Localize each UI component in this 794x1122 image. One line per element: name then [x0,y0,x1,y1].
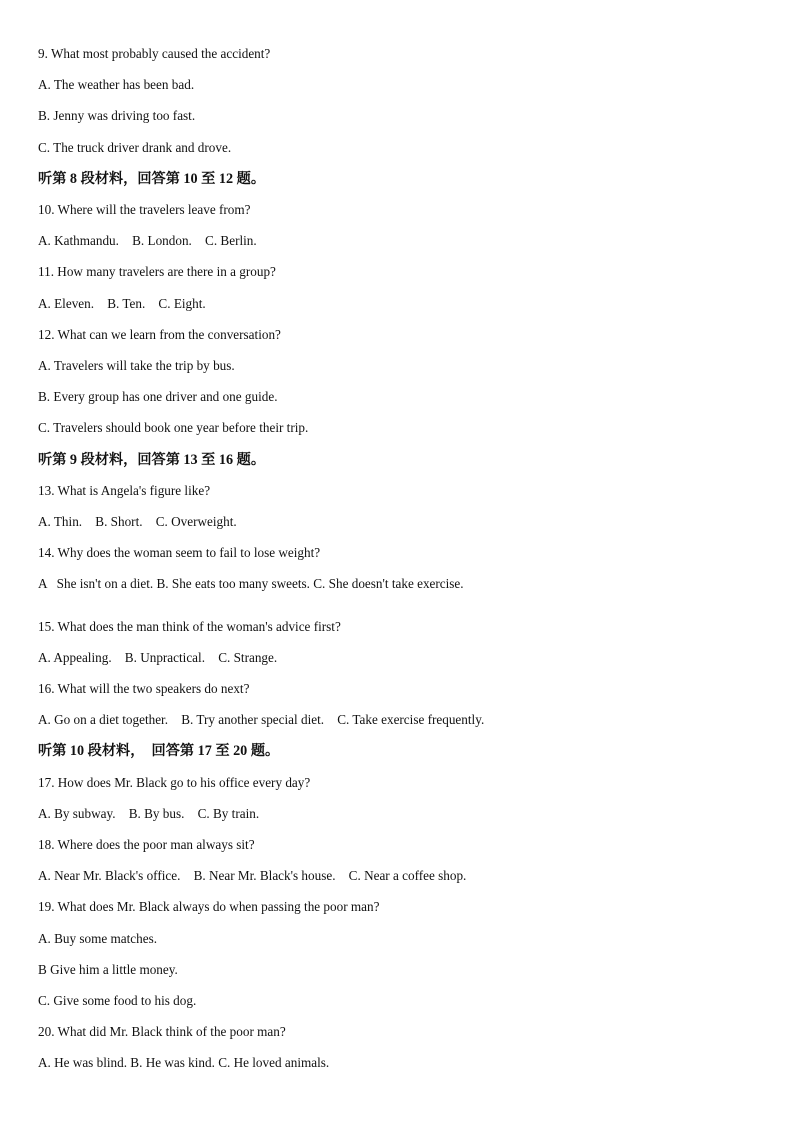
answer-options: A. By subway. B. By bus. C. By train. [38,805,260,821]
answer-options: B. Every group has one driver and one guide. [38,389,278,405]
section-heading: 听第 8 段材料，回答第 10 至 12 题。 [38,170,266,187]
question-text: 13. What is Angela's figure like? [38,482,211,498]
answer-options: A. Travelers will take the trip by bus. [38,358,235,373]
question-text: 18. Where does the poor man always sit? [38,837,255,852]
answer-options: A. Go on a diet together. B. Try another special diet. C. Take exercise frequently. [38,712,485,728]
answer-options: A. Thin. B. Short. C. Overweight. [38,514,237,529]
answer-options: A. Eleven. B. Ten. C. Eight. [38,295,206,311]
question-text: 20. What did Mr. Black think of the poor man? [38,1024,286,1040]
answer-options: A. He was blind. B. He was kind. C. He loved animals. [38,1055,330,1071]
answer-options: A. The weather has been bad. [38,77,195,93]
question-text: 14. Why does the woman seem to fail to lose weight? [38,545,321,561]
question-text: 10. Where will the travelers leave from? [38,202,251,217]
section-heading: 听第 9 段材料，回答第 13 至 16 题。 [38,451,266,468]
answer-options: A. Kathmandu. B. London. C. Berlin. [38,233,257,249]
answer-options: C. Give some food to his dog. [38,993,197,1008]
question-text: 15. What does the man think of the woman's advice first? [38,618,341,634]
section-heading: 听第 10 段材料， 回答第 17 至 20 题。 [38,743,280,760]
question-text: 16. What will the two speakers do next? [38,681,250,696]
question-text: 12. What can we learn from the conversation? [38,326,281,342]
answer-options: B Give him a little money. [38,961,178,977]
answer-options: C. The truck driver drank and drove. [38,139,232,155]
answer-options: A. Appealing. B. Unpractical. C. Strange. [38,649,278,665]
answer-options: A. Near Mr. Black's office. B. Near Mr. Black's house. C. Near a coffee shop. [38,868,467,884]
answer-options: A She isn't on a diet. B. She eats too many sweets. C. She doesn't take exercise. [38,576,464,592]
question-text: 17. How does Mr. Black go to his office every day? [38,774,311,790]
answer-options: A. Buy some matches. [38,930,158,946]
question-text: 19. What does Mr. Black always do when passing the poor man? [38,899,380,915]
answer-options: B. Jenny was driving too fast. [38,108,196,124]
question-text: 9. What most probably caused the accident? [38,46,271,61]
answer-options: C. Travelers should book one year before their trip. [38,420,309,436]
question-text: 11. How many travelers are there in a group? [38,264,276,280]
